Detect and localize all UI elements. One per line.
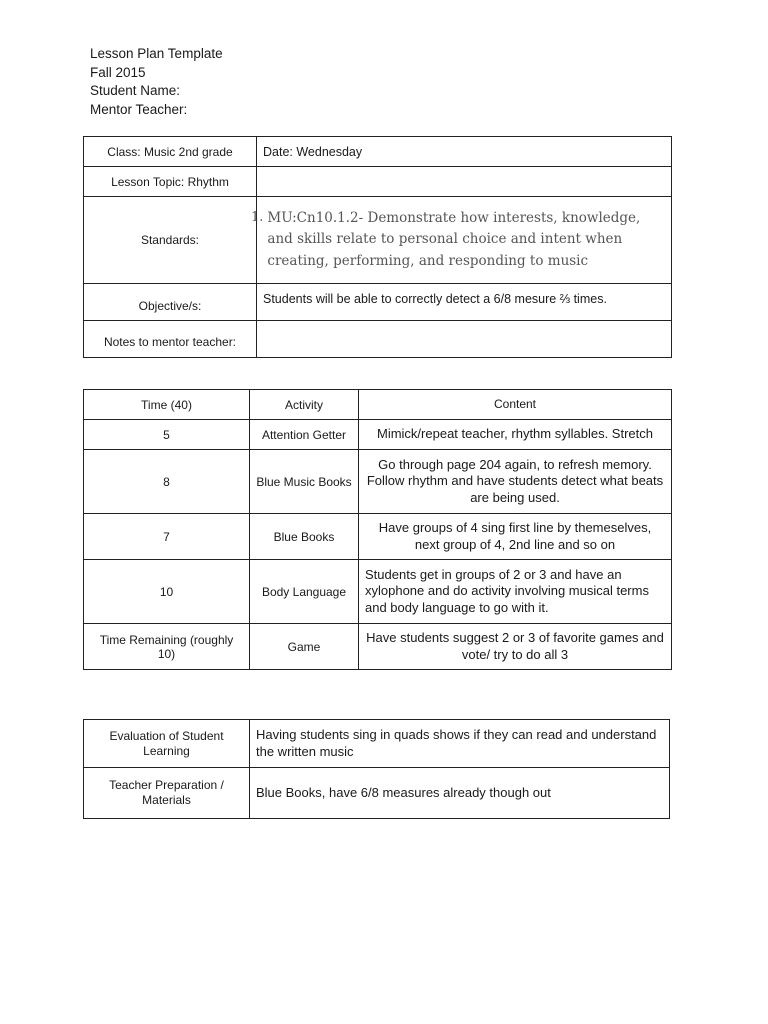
evaluation-table bbox=[83, 719, 670, 819]
time-cell: Time Remaining (roughly 10) bbox=[84, 624, 250, 670]
mentor-teacher-label: Mentor Teacher: bbox=[90, 101, 188, 117]
lesson-topic-cell: Lesson Topic: Rhythm bbox=[84, 167, 257, 197]
table-row bbox=[84, 514, 672, 560]
lesson-info-table bbox=[83, 136, 672, 358]
content-cell: Mimick/repeat teacher, rhythm syllables. Stretch bbox=[359, 420, 672, 450]
content-cell: Have groups of 4 sing first line by themeselves, next group of 4, 2nd line and so on bbox=[359, 514, 672, 560]
lesson-topic-value bbox=[257, 167, 672, 197]
date-cell: Date: Wednesday bbox=[257, 137, 672, 167]
content-cell: Go through page 204 again, to refresh memory. Follow rhythm and have students detect what beats are being used. bbox=[359, 450, 672, 514]
notes-value bbox=[257, 321, 672, 358]
table-row bbox=[84, 560, 672, 624]
activity-cell: Blue Music Books bbox=[250, 450, 359, 514]
time-cell: 10 bbox=[84, 560, 250, 624]
standards-number: 1. bbox=[251, 209, 264, 225]
time-cell: 7 bbox=[84, 514, 250, 560]
content-header: Content bbox=[359, 390, 672, 420]
content-cell: Students get in groups of 2 or 3 and have an xylophone and do activity involving musical terms and body language to go with it. bbox=[359, 560, 672, 624]
activity-header: Activity bbox=[250, 390, 359, 420]
time-header: Time (40) bbox=[84, 390, 250, 420]
table-row bbox=[84, 420, 672, 450]
evaluation-label: Evaluation of Student Learning bbox=[84, 720, 250, 768]
standards-value bbox=[251, 197, 672, 284]
activity-cell: Blue Books bbox=[250, 514, 359, 560]
activity-cell: Attention Getter bbox=[250, 420, 359, 450]
activity-table bbox=[83, 389, 672, 670]
standards-label: Standards: bbox=[84, 197, 257, 284]
objective-text: Students will be able to correctly detect a 6/8 mesure ⅔ times. bbox=[257, 284, 672, 321]
activity-header-row bbox=[84, 390, 672, 420]
table-row bbox=[84, 450, 672, 514]
class-cell: Class: Music 2nd grade bbox=[84, 137, 257, 167]
content-cell: Have students suggest 2 or 3 of favorite games and vote/ try to do all 3 bbox=[359, 624, 672, 670]
standards-text: MU:Cn10.1.2- Demonstrate how interests, knowledge, and skills relate to personal choice and intent when creating, performing, and responding to music bbox=[267, 209, 641, 269]
student-name-label: Student Name: bbox=[90, 83, 181, 98]
time-cell: 8 bbox=[84, 450, 250, 514]
teacher-preparation-text: Blue Books, have 6/8 measures already though out bbox=[250, 768, 670, 819]
activity-cell: Game bbox=[250, 624, 359, 670]
teacher-preparation-label: Teacher Preparation / Materials bbox=[84, 768, 250, 819]
document-header bbox=[90, 45, 223, 119]
objective-label: Objective/s: bbox=[84, 284, 257, 321]
table-row bbox=[84, 624, 672, 670]
document-title: Lesson Plan Template bbox=[90, 46, 223, 61]
time-cell: 5 bbox=[84, 420, 250, 450]
activity-cell: Body Language bbox=[250, 560, 359, 624]
notes-label: Notes to mentor teacher: bbox=[84, 321, 257, 358]
term-label: Fall 2015 bbox=[90, 64, 146, 80]
evaluation-text: Having students sing in quads shows if they can read and understand the written music bbox=[250, 720, 670, 768]
